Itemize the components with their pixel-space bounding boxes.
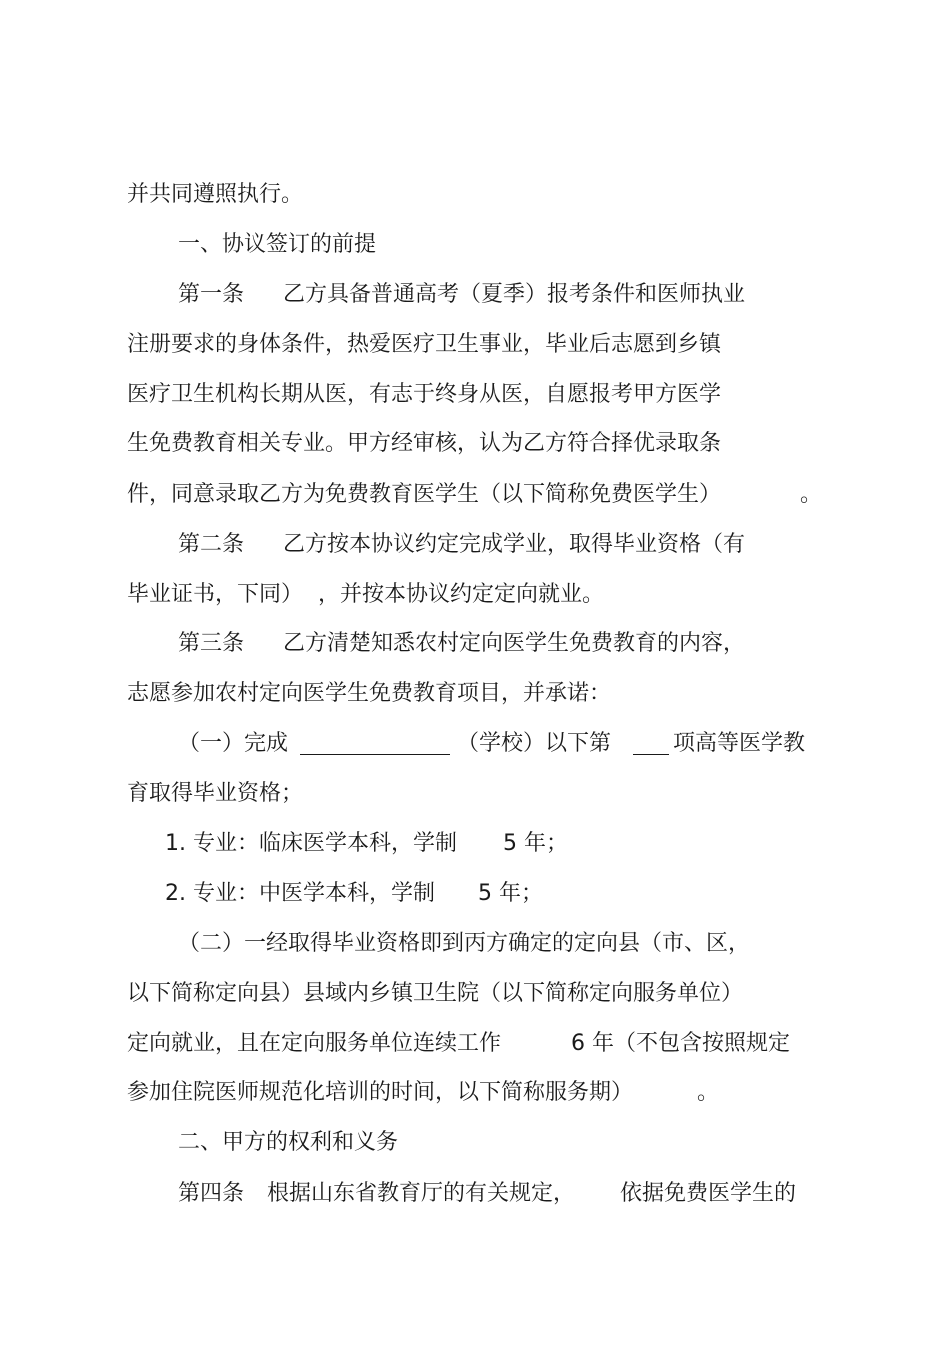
text-line: 项高等医学教 [673, 731, 806, 756]
text-line: 5 年； [503, 831, 568, 856]
text-line: 6 年（不包含按照规定 [571, 1031, 790, 1056]
school-blank-field [300, 754, 450, 755]
text-line: 。 [697, 1080, 720, 1105]
text-line: ，并按本协议约定定向就业。 [318, 582, 605, 607]
text-line: 乙方按本协议约定完成学业，取得毕业资格（有 [283, 532, 746, 557]
text-line: 育取得毕业资格； [127, 781, 304, 806]
text-line: 定向就业，且在定向服务单位连续工作 [127, 1031, 502, 1056]
text-line: 5 年； [478, 881, 543, 906]
clause-text: （二）一经取得毕业资格即到丙方确定的定向县（市、区， [178, 931, 751, 956]
text-line: （学校）以下第 [457, 731, 612, 756]
text-line: 医疗卫生机构长期从医，有志于终身从医，自愿报考甲方医学 [127, 382, 722, 407]
text-line: 件，同意录取乙方为免费教育医学生（以下简称免费医学生） [127, 482, 722, 507]
text-line: 根据山东省教育厅的有关规定， [267, 1181, 576, 1206]
clause-label: （一）完成 [178, 731, 289, 756]
text-line: 志愿参加农村定向医学生免费教育项目，并承诺： [127, 681, 612, 706]
article-label: 第四条 [178, 1181, 245, 1206]
article-label: 第一条 [178, 282, 245, 307]
text-line: 乙方具备普通高考（夏季）报考条件和医师执业 [283, 282, 746, 307]
list-item-2: 2. 专业：中医学本科，学制 [165, 881, 435, 906]
text-line: 生免费教育相关专业。甲方经审核，认为乙方符合择优录取条 [127, 431, 722, 456]
text-line: 。 [800, 482, 823, 507]
section-heading: 二、甲方的权利和义务 [178, 1130, 399, 1155]
text-line: 注册要求的身体条件，热爱医疗卫生事业，毕业后志愿到乡镇 [127, 332, 722, 357]
text-line: 毕业证书，下同） [127, 582, 304, 607]
article-label: 第二条 [178, 532, 245, 557]
article-label: 第三条 [178, 631, 245, 656]
text-line: 以下简称定向县）县域内乡镇卫生院（以下简称定向服务单位） [127, 981, 744, 1006]
list-item-1: 1. 专业：临床医学本科，学制 [165, 831, 457, 856]
section-heading: 一、协议签订的前提 [178, 232, 377, 257]
text-line: 参加住院医师规范化培训的时间，以下简称服务期） [127, 1080, 634, 1105]
text-line: 乙方清楚知悉农村定向医学生免费教育的内容， [283, 631, 746, 656]
text-line: 并共同遵照执行。 [127, 182, 304, 207]
text-line: 依据免费医学生的 [620, 1181, 797, 1206]
item-number-blank-field [633, 754, 669, 755]
